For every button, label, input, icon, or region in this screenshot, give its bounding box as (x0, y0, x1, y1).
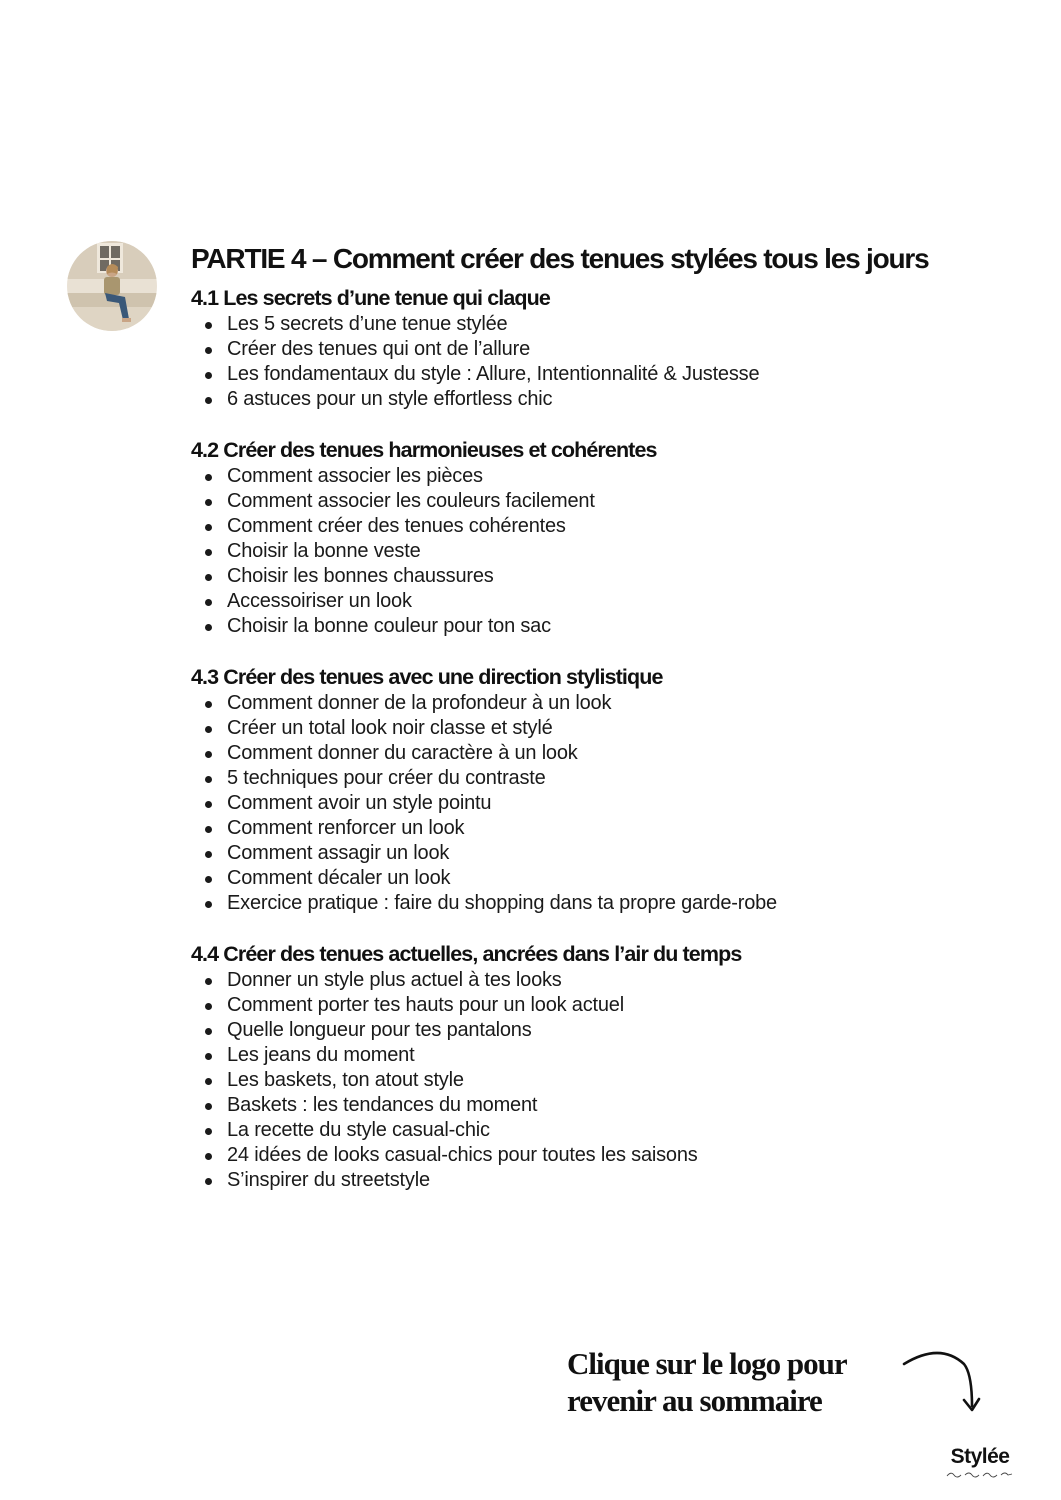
list-item: Comment décaler un look (191, 866, 1051, 891)
section-items (191, 464, 1051, 639)
list-item: Accessoiriser un look (191, 589, 1051, 614)
list-item: 5 techniques pour créer du contraste (191, 766, 1051, 791)
list-item: Créer des tenues qui ont de l’allure (191, 337, 1051, 362)
section-title: 4.3 Créer des tenues avec une direction stylistique (191, 665, 663, 689)
section-4-3 (191, 663, 1051, 916)
part-title: PARTIE 4 – Comment créer des tenues stylées tous les jours (191, 243, 929, 274)
list-item: Les fondamentaux du style : Allure, Intentionnalité & Justesse (191, 362, 1051, 387)
list-item: Comment créer des tenues cohérentes (191, 514, 1051, 539)
toc-content (191, 238, 1051, 1193)
list-item: Créer un total look noir classe et stylé (191, 716, 1051, 741)
logo-tagline-script (945, 1469, 1015, 1479)
section-title: 4.1 Les secrets d’une tenue qui claque (191, 286, 550, 310)
section-4-4 (191, 940, 1051, 1193)
list-item: Comment donner du caractère à un look (191, 741, 1051, 766)
section-items (191, 312, 1051, 412)
stylee-logo-link[interactable] (940, 1445, 1020, 1479)
list-item: Choisir la bonne couleur pour ton sac (191, 614, 1051, 639)
section-4-1 (191, 284, 1051, 412)
list-item: Baskets : les tendances du moment (191, 1093, 1051, 1118)
list-item: Comment assagir un look (191, 841, 1051, 866)
list-item: Exercice pratique : faire du shopping dans ta propre garde-robe (191, 891, 1051, 916)
list-item: Comment associer les pièces (191, 464, 1051, 489)
list-item: Les jeans du moment (191, 1043, 1051, 1068)
list-item: Comment porter tes hauts pour un look actuel (191, 993, 1051, 1018)
list-item: Choisir la bonne veste (191, 539, 1051, 564)
section-items (191, 691, 1051, 916)
curved-arrow-icon (900, 1348, 990, 1418)
section-4-2 (191, 436, 1051, 639)
section-title: 4.4 Créer des tenues actuelles, ancrées dans l’air du temps (191, 942, 742, 966)
section-items (191, 968, 1051, 1193)
list-item: Comment donner de la profondeur à un look (191, 691, 1051, 716)
list-item: 24 idées de looks casual-chics pour toutes les saisons (191, 1143, 1051, 1168)
list-item: Comment avoir un style pointu (191, 791, 1051, 816)
list-item: Les 5 secrets d’une tenue stylée (191, 312, 1051, 337)
logo-wordmark: Stylée (950, 1445, 1010, 1468)
list-item: Comment renforcer un look (191, 816, 1051, 841)
list-item: Donner un style plus actuel à tes looks (191, 968, 1051, 993)
list-item: Comment associer les couleurs facilement (191, 489, 1051, 514)
author-avatar (67, 241, 157, 331)
list-item: 6 astuces pour un style effortless chic (191, 387, 1051, 412)
cta-line: Clique sur le logo pour (567, 1346, 847, 1381)
list-item: S’inspirer du streetstyle (191, 1168, 1051, 1193)
section-title: 4.2 Créer des tenues harmonieuses et cohérentes (191, 438, 657, 462)
list-item: Les baskets, ton atout style (191, 1068, 1051, 1093)
list-item: Choisir les bonnes chaussures (191, 564, 1051, 589)
list-item: La recette du style casual-chic (191, 1118, 1051, 1143)
cta-line: revenir au sommaire (567, 1383, 822, 1418)
list-item: Quelle longueur pour tes pantalons (191, 1018, 1051, 1043)
back-to-summary-note (567, 1345, 847, 1419)
